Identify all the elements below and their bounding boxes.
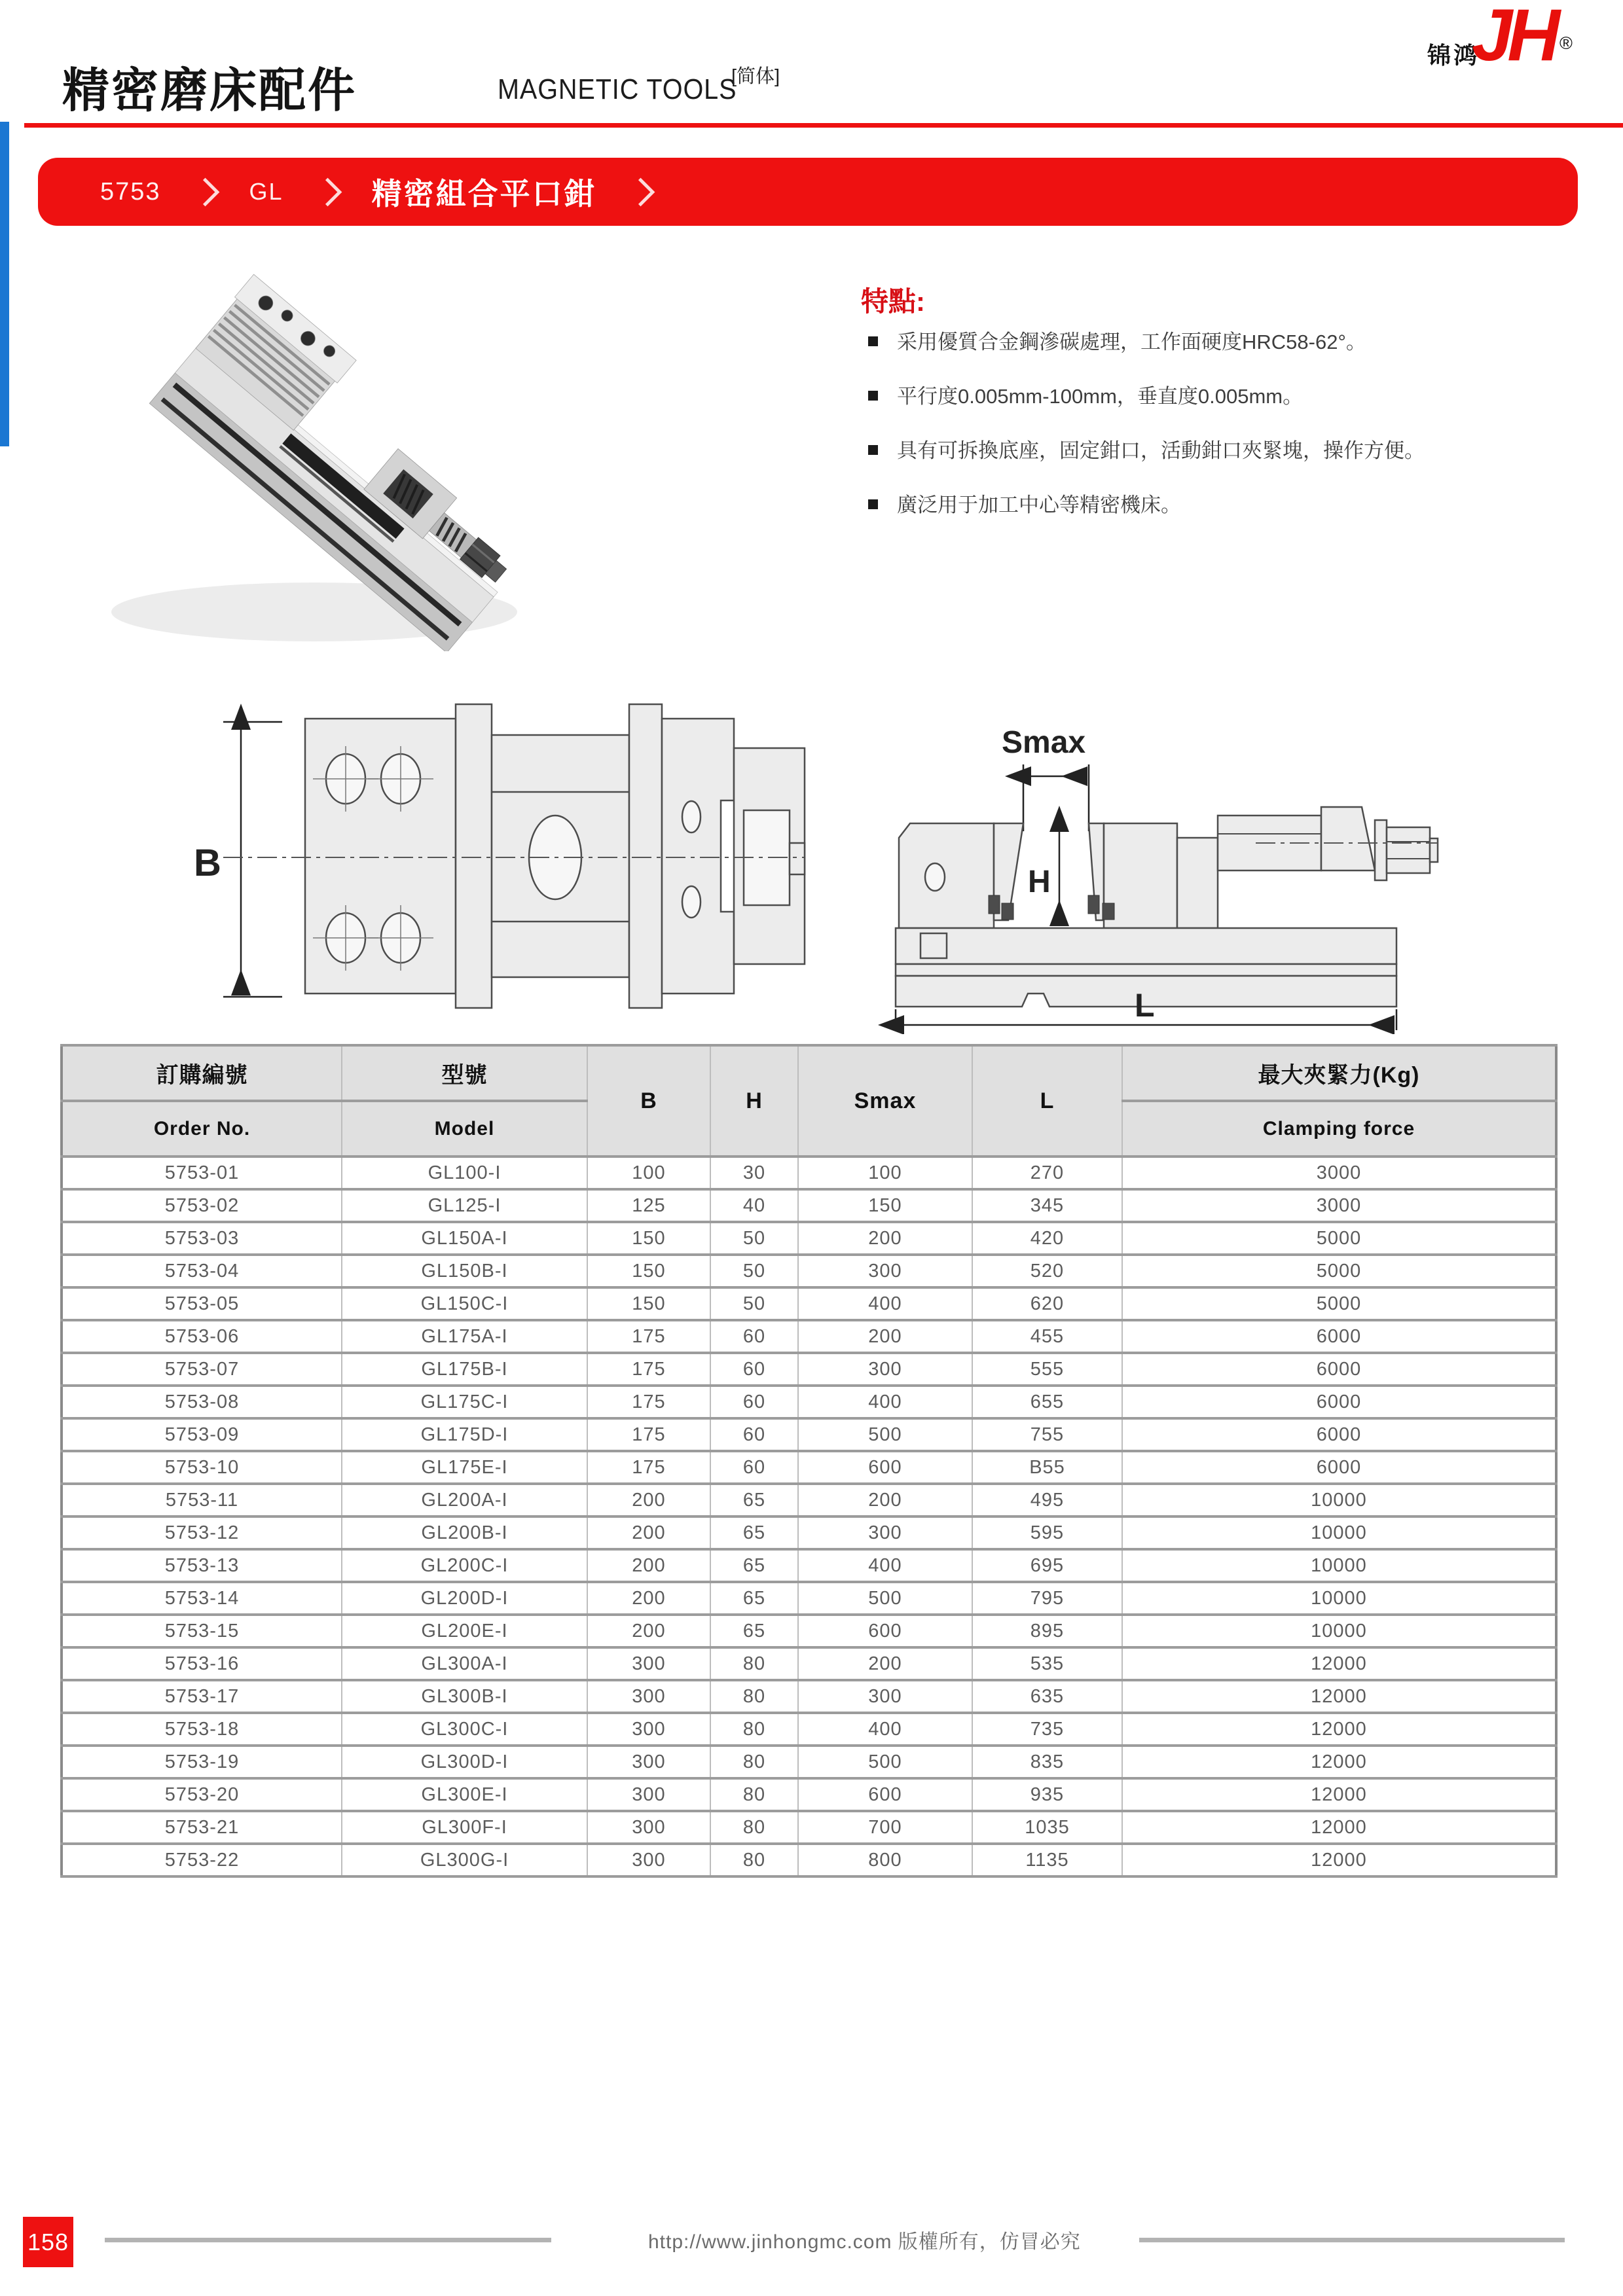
col-header-order-no-en: Order No.: [62, 1101, 342, 1157]
col-header-smax: Smax: [798, 1045, 972, 1157]
table-cell: 65: [710, 1516, 798, 1549]
table-row: [62, 1353, 1556, 1386]
table-cell: 5753-15: [62, 1615, 342, 1647]
feature-item: 采用優質合金鋼滲碳處理，工作面硬度HRC58-62°。: [868, 331, 1588, 354]
bullet-square-icon: [868, 336, 878, 346]
table-cell: 10000: [1122, 1615, 1556, 1647]
table-cell: 5753-17: [62, 1680, 342, 1713]
table-row: [62, 1222, 1556, 1255]
table-cell: 80: [710, 1713, 798, 1746]
table-cell: GL175D-I: [342, 1418, 587, 1451]
table-cell: 5753-07: [62, 1353, 342, 1386]
dim-label-smax: Smax: [1002, 725, 1086, 760]
table-cell: 60: [710, 1451, 798, 1484]
table-cell: 175: [587, 1386, 710, 1418]
table-cell: 420: [972, 1222, 1122, 1255]
table-row: [62, 1811, 1556, 1844]
table-cell: 1135: [972, 1844, 1122, 1876]
table-cell: 935: [972, 1778, 1122, 1811]
features-heading: 特點:: [861, 286, 925, 317]
table-row: [62, 1189, 1556, 1222]
table-cell: 5753-21: [62, 1811, 342, 1844]
footer-divider-left: [105, 2238, 551, 2242]
table-cell: 6000: [1122, 1451, 1556, 1484]
table-cell: 65: [710, 1484, 798, 1516]
table-cell: 695: [972, 1549, 1122, 1582]
table-cell: GL150B-I: [342, 1255, 587, 1287]
table-cell: GL150A-I: [342, 1222, 587, 1255]
table-cell: 300: [587, 1778, 710, 1811]
table-cell: 595: [972, 1516, 1122, 1549]
logo-jh-text: JH: [1472, 0, 1556, 76]
table-cell: 300: [798, 1680, 972, 1713]
diagram-side-view: [863, 666, 1439, 1034]
table-cell: 200: [798, 1222, 972, 1255]
brand-logo: [1401, 0, 1597, 88]
table-cell: GL300D-I: [342, 1746, 587, 1778]
table-cell: 200: [587, 1615, 710, 1647]
header-divider: [24, 123, 1623, 128]
spec-table: [60, 1044, 1558, 1878]
feature-item: 平行度0.005mm-100mm，垂直度0.005mm。: [868, 385, 1588, 408]
table-cell: 800: [798, 1844, 972, 1876]
table-cell: 60: [710, 1320, 798, 1353]
table-cell: 1035: [972, 1811, 1122, 1844]
table-cell: 60: [710, 1418, 798, 1451]
chevron-right-icon: [191, 177, 219, 206]
table-cell: 40: [710, 1189, 798, 1222]
table-cell: GL200C-I: [342, 1549, 587, 1582]
table-cell: 10000: [1122, 1582, 1556, 1615]
table-cell: 80: [710, 1778, 798, 1811]
feature-item: 具有可拆換底座，固定鉗口，活動鉗口夾緊塊，操作方便。: [868, 439, 1588, 463]
features-list: [868, 331, 1588, 548]
table-cell: 5753-18: [62, 1713, 342, 1746]
table-cell: 12000: [1122, 1811, 1556, 1844]
bullet-square-icon: [868, 445, 878, 455]
table-cell: 5753-04: [62, 1255, 342, 1287]
table-cell: GL125-I: [342, 1189, 587, 1222]
table-cell: 5753-11: [62, 1484, 342, 1516]
table-row: [62, 1255, 1556, 1287]
table-cell: 300: [798, 1516, 972, 1549]
table-cell: 10000: [1122, 1484, 1556, 1516]
table-row: [62, 1582, 1556, 1615]
table-cell: 200: [798, 1647, 972, 1680]
page-title: 精密磨床配件: [62, 65, 357, 117]
table-cell: 10000: [1122, 1549, 1556, 1582]
table-cell: 5753-13: [62, 1549, 342, 1582]
table-cell: 600: [798, 1451, 972, 1484]
chevron-right-icon: [626, 177, 655, 206]
table-cell: 700: [798, 1811, 972, 1844]
table-row: [62, 1516, 1556, 1549]
table-cell: 60: [710, 1353, 798, 1386]
table-cell: 5753-01: [62, 1157, 342, 1189]
table-cell: 5753-22: [62, 1844, 342, 1876]
table-cell: 5753-14: [62, 1582, 342, 1615]
breadcrumb-item-product[interactable]: 精密組合平口鉗: [371, 177, 596, 211]
table-cell: 175: [587, 1418, 710, 1451]
table-cell: 175: [587, 1353, 710, 1386]
table-cell: 6000: [1122, 1353, 1556, 1386]
table-cell: 895: [972, 1615, 1122, 1647]
table-cell: 12000: [1122, 1680, 1556, 1713]
table-cell: 150: [587, 1222, 710, 1255]
table-cell: 50: [710, 1255, 798, 1287]
table-cell: 300: [587, 1647, 710, 1680]
table-cell: 655: [972, 1386, 1122, 1418]
table-cell: 175: [587, 1320, 710, 1353]
table-cell: 5753-20: [62, 1778, 342, 1811]
table-cell: 65: [710, 1615, 798, 1647]
table-row: [62, 1549, 1556, 1582]
table-cell: GL150C-I: [342, 1287, 587, 1320]
table-row: [62, 1484, 1556, 1516]
table-cell: 12000: [1122, 1713, 1556, 1746]
table-cell: 60: [710, 1386, 798, 1418]
table-cell: 3000: [1122, 1189, 1556, 1222]
table-cell: 5753-06: [62, 1320, 342, 1353]
table-cell: 300: [587, 1746, 710, 1778]
table-cell: GL200D-I: [342, 1582, 587, 1615]
table-cell: 5000: [1122, 1222, 1556, 1255]
table-cell: 80: [710, 1647, 798, 1680]
table-row: [62, 1615, 1556, 1647]
table-cell: 30: [710, 1157, 798, 1189]
table-row: [62, 1680, 1556, 1713]
breadcrumb: [38, 158, 1578, 226]
table-cell: 200: [587, 1549, 710, 1582]
table-cell: 80: [710, 1680, 798, 1713]
footer-divider-right: [1139, 2238, 1565, 2242]
col-header-force-en: Clamping force: [1122, 1101, 1556, 1157]
table-cell: 65: [710, 1549, 798, 1582]
table-row: [62, 1320, 1556, 1353]
page-number-badge: 158: [23, 2217, 73, 2267]
table-cell: GL300G-I: [342, 1844, 587, 1876]
table-cell: GL200B-I: [342, 1516, 587, 1549]
table-cell: 300: [798, 1353, 972, 1386]
table-cell: B55: [972, 1451, 1122, 1484]
table-cell: 600: [798, 1615, 972, 1647]
table-cell: 520: [972, 1255, 1122, 1287]
language-variant-tag: [简体]: [731, 66, 780, 87]
table-row: [62, 1451, 1556, 1484]
table-cell: 455: [972, 1320, 1122, 1353]
table-cell: 400: [798, 1549, 972, 1582]
table-row: [62, 1844, 1556, 1876]
table-cell: GL175E-I: [342, 1451, 587, 1484]
table-cell: 300: [587, 1811, 710, 1844]
table-cell: 500: [798, 1418, 972, 1451]
table-row: [62, 1647, 1556, 1680]
diagram-top-view: [168, 686, 806, 1033]
table-cell: 12000: [1122, 1746, 1556, 1778]
table-cell: 400: [798, 1713, 972, 1746]
left-accent-bar: [0, 122, 9, 446]
table-cell: 300: [587, 1844, 710, 1876]
table-cell: 500: [798, 1746, 972, 1778]
table-row: [62, 1713, 1556, 1746]
table-cell: GL300A-I: [342, 1647, 587, 1680]
table-cell: 620: [972, 1287, 1122, 1320]
table-cell: 795: [972, 1582, 1122, 1615]
table-cell: 755: [972, 1418, 1122, 1451]
table-cell: 300: [587, 1680, 710, 1713]
table-cell: 100: [587, 1157, 710, 1189]
chevron-right-icon: [313, 177, 342, 206]
table-cell: 5753-19: [62, 1746, 342, 1778]
table-cell: 3000: [1122, 1157, 1556, 1189]
table-cell: GL175A-I: [342, 1320, 587, 1353]
table-cell: 5753-10: [62, 1451, 342, 1484]
table-cell: 5753-03: [62, 1222, 342, 1255]
table-cell: 400: [798, 1386, 972, 1418]
table-cell: 100: [798, 1157, 972, 1189]
table-cell: 50: [710, 1287, 798, 1320]
spec-table-body: [62, 1157, 1556, 1876]
table-cell: 5753-08: [62, 1386, 342, 1418]
table-cell: 5753-05: [62, 1287, 342, 1320]
col-header-l: L: [972, 1045, 1122, 1157]
table-cell: GL175B-I: [342, 1353, 587, 1386]
product-photo: [98, 272, 596, 651]
table-cell: 635: [972, 1680, 1122, 1713]
table-row: [62, 1418, 1556, 1451]
table-cell: 200: [587, 1582, 710, 1615]
table-cell: 345: [972, 1189, 1122, 1222]
table-cell: 10000: [1122, 1516, 1556, 1549]
dim-label-l: L: [1135, 987, 1155, 1024]
table-cell: 600: [798, 1778, 972, 1811]
table-cell: GL200A-I: [342, 1484, 587, 1516]
table-cell: GL200E-I: [342, 1615, 587, 1647]
table-cell: 125: [587, 1189, 710, 1222]
table-cell: 835: [972, 1746, 1122, 1778]
table-cell: 50: [710, 1222, 798, 1255]
table-cell: 500: [798, 1582, 972, 1615]
dim-label-b: B: [194, 842, 221, 884]
registered-mark-icon: ®: [1559, 33, 1573, 53]
table-cell: 175: [587, 1451, 710, 1484]
col-header-b: B: [587, 1045, 710, 1157]
table-cell: GL300E-I: [342, 1778, 587, 1811]
dim-label-h: H: [1028, 865, 1051, 899]
table-cell: 735: [972, 1713, 1122, 1746]
col-header-order-no-cn: 訂購編號: [62, 1045, 342, 1101]
table-cell: 150: [587, 1287, 710, 1320]
col-header-h: H: [710, 1045, 798, 1157]
table-cell: 5753-16: [62, 1647, 342, 1680]
col-header-model-cn: 型號: [342, 1045, 587, 1101]
breadcrumb-item-type[interactable]: GL: [249, 178, 283, 205]
table-cell: GL175C-I: [342, 1386, 587, 1418]
table-cell: 300: [587, 1713, 710, 1746]
copyright-text: http://www.jinhongmc.com 版權所有，仿冒必究: [648, 2231, 1081, 2253]
table-row: [62, 1386, 1556, 1418]
table-cell: 80: [710, 1844, 798, 1876]
table-cell: GL300B-I: [342, 1680, 587, 1713]
table-row: [62, 1778, 1556, 1811]
table-cell: 6000: [1122, 1320, 1556, 1353]
feature-item: 廣泛用于加工中心等精密機床。: [868, 493, 1588, 517]
table-cell: GL300F-I: [342, 1811, 587, 1844]
table-cell: 200: [587, 1516, 710, 1549]
table-cell: 400: [798, 1287, 972, 1320]
table-cell: 6000: [1122, 1386, 1556, 1418]
table-cell: 535: [972, 1647, 1122, 1680]
table-cell: 5753-12: [62, 1516, 342, 1549]
logo-cn-text: 锦鸿: [1427, 42, 1480, 69]
table-cell: 200: [587, 1484, 710, 1516]
table-cell: 80: [710, 1811, 798, 1844]
table-cell: 5000: [1122, 1255, 1556, 1287]
table-cell: 80: [710, 1746, 798, 1778]
table-cell: 12000: [1122, 1844, 1556, 1876]
table-cell: 65: [710, 1582, 798, 1615]
table-cell: 12000: [1122, 1778, 1556, 1811]
table-cell: 150: [798, 1189, 972, 1222]
table-cell: 5753-09: [62, 1418, 342, 1451]
table-cell: 200: [798, 1484, 972, 1516]
table-cell: 150: [587, 1255, 710, 1287]
table-cell: GL300C-I: [342, 1713, 587, 1746]
table-cell: 270: [972, 1157, 1122, 1189]
breadcrumb-item-series[interactable]: 5753: [100, 177, 161, 206]
table-cell: GL100-I: [342, 1157, 587, 1189]
table-cell: 555: [972, 1353, 1122, 1386]
table-cell: 200: [798, 1320, 972, 1353]
page-subtitle: MAGNETIC TOOLS: [498, 73, 737, 105]
bullet-square-icon: [868, 391, 878, 401]
bullet-square-icon: [868, 499, 878, 509]
table-cell: 495: [972, 1484, 1122, 1516]
col-header-model-en: Model: [342, 1101, 587, 1157]
table-cell: 300: [798, 1255, 972, 1287]
table-row: [62, 1746, 1556, 1778]
table-cell: 5753-02: [62, 1189, 342, 1222]
table-cell: 5000: [1122, 1287, 1556, 1320]
table-cell: 12000: [1122, 1647, 1556, 1680]
col-header-force-cn: 最大夾緊力(Kg): [1122, 1045, 1556, 1101]
table-row: [62, 1157, 1556, 1189]
table-row: [62, 1287, 1556, 1320]
table-cell: 6000: [1122, 1418, 1556, 1451]
